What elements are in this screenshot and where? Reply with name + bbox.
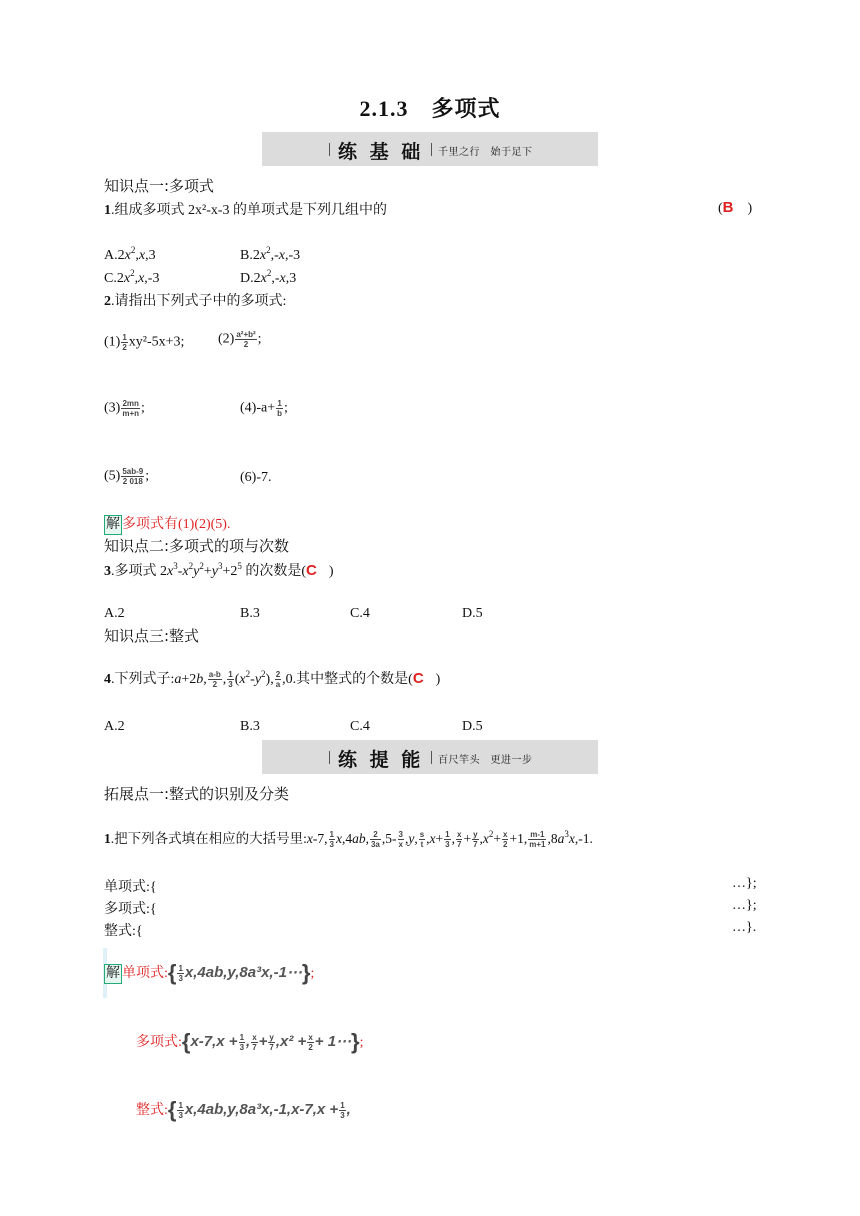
- question-1: [104, 199, 387, 219]
- question-number: 1: [104, 203, 111, 218]
- option-c: C.4: [350, 719, 370, 734]
- option-a: A.2: [104, 606, 125, 621]
- expr-5: (5) $\frac{5ab-9}{2 018}$ ;: [104, 467, 150, 486]
- expr-4: (4)-a+ $\frac{1}{b}$ ;: [240, 399, 288, 418]
- answer-monomial: 解 单项式:{ $\frac{1}{3}$ x,4ab,y,8a³x,-1⋯};: [106, 960, 315, 985]
- option-c: C.4: [350, 606, 370, 621]
- solution-marker: 解: [104, 964, 122, 984]
- expr-2: (2) $\frac{\text{a²+b²}}{2}$ ;: [218, 330, 262, 349]
- section-banner-improve: [262, 740, 598, 774]
- expr-1: (1) $\frac{1}{2}$ xy²-5x+3;: [104, 333, 185, 352]
- blank-polynomial-label: 多项式:{: [104, 902, 157, 917]
- question-2: 2.请指出下列式子中的多项式:: [104, 294, 287, 309]
- option-d: D.5: [462, 606, 483, 621]
- blank-monomial-label: 单项式:{: [104, 880, 157, 895]
- banner-divider: [329, 143, 330, 156]
- option-b: $B.2x^2,-x,-3$: [240, 245, 301, 263]
- problem-1: 1.把下列各式填在相应的大括号里:x-7, $\frac{1}{3}$ x,4ab, $\frac{2}{3a}$ ,5- $\frac{3}{x}$ ,y, $\frac{s}{t}$ ,x+ $\frac{1}{3}$ , $\frac{x}{7}$ + $\frac{y}{7}$ $,x^2+$ $\frac{x}{2}$ +1, $\frac{m-1}{m+1}$ $,8a^3x,-1$.: [104, 829, 593, 850]
- answer-letter: C: [412, 670, 424, 687]
- blank-integral-end: …}.: [732, 920, 757, 935]
- banner-divider: [431, 751, 432, 764]
- option-b: B.3: [240, 606, 260, 621]
- option-a: $A.2x^2,x,3$: [104, 245, 156, 263]
- answer-letter: B: [722, 199, 734, 216]
- knowledge-point-1: 知识点一:多项式: [104, 177, 215, 195]
- answer-bracket: (B ): [718, 199, 753, 216]
- answer-letter: C: [306, 562, 317, 579]
- page-title: 2.1.3 多项式: [359, 96, 501, 121]
- banner-title: 练 基 础: [338, 141, 424, 163]
- banner-title: 练 提 能: [338, 749, 424, 771]
- option-c: $C.2x^2,x,-3$: [104, 268, 160, 286]
- blank-polynomial-end: …};: [732, 898, 757, 913]
- expr-6: (6)-7.: [240, 470, 272, 485]
- expr-3: (3) $\frac{2mn}{m+n}$ ;: [104, 399, 145, 418]
- answer-integral: 整式:{ $\frac{1}{3}$ x,4ab,y,8a³x,-1,x-7,x + $\frac{1}{3}$ ,: [136, 1097, 351, 1122]
- answer-2: 解 多项式有(1)(2)(5).: [104, 513, 230, 535]
- solution-marker: 解: [104, 515, 122, 535]
- question-text: .组成多项式 2x²-x-3 的单项式是下列几组中的: [111, 203, 388, 218]
- blank-integral-label: 整式:{: [104, 924, 143, 939]
- section-banner-practice-basics: [262, 132, 598, 166]
- answer-polynomial: 多项式:{x-7,x + $\frac{1}{3}$ , $\frac{x}{7}$ + $\frac{y}{7}$ ,x² + $\frac{x}{2}$ + 1⋯};: [136, 1029, 364, 1054]
- blank-monomial-end: …};: [732, 876, 757, 891]
- option-d: D.5: [462, 719, 483, 734]
- option-d: $D.2x^2,-x,3$: [240, 268, 297, 286]
- question-3: 3.多项式 $2x^3-x^2y^2+y^3+2^5$ 的次数是(C ): [104, 561, 334, 579]
- option-b: B.3: [240, 719, 260, 734]
- option-a: A.2: [104, 719, 125, 734]
- knowledge-point-3: 知识点三:整式: [104, 627, 200, 645]
- banner-divider: [431, 143, 432, 156]
- banner-subtitle: 千里之行 始于足下: [438, 147, 533, 158]
- banner-subtitle: 百尺竿头 更进一步: [438, 755, 533, 766]
- banner-divider: [329, 751, 330, 764]
- knowledge-point-2: 知识点二:多项式的项与次数: [104, 537, 290, 555]
- extension-point-1: 拓展点一:整式的识别及分类: [104, 785, 290, 803]
- question-4: 4.下列式子:a+2b, $\frac{a-b}{2}$ , $\frac{1}{3}$ $(x^2-y^2)$, $\frac{2}{a}$ ,0.其中整式的个数是(C ): [104, 669, 441, 690]
